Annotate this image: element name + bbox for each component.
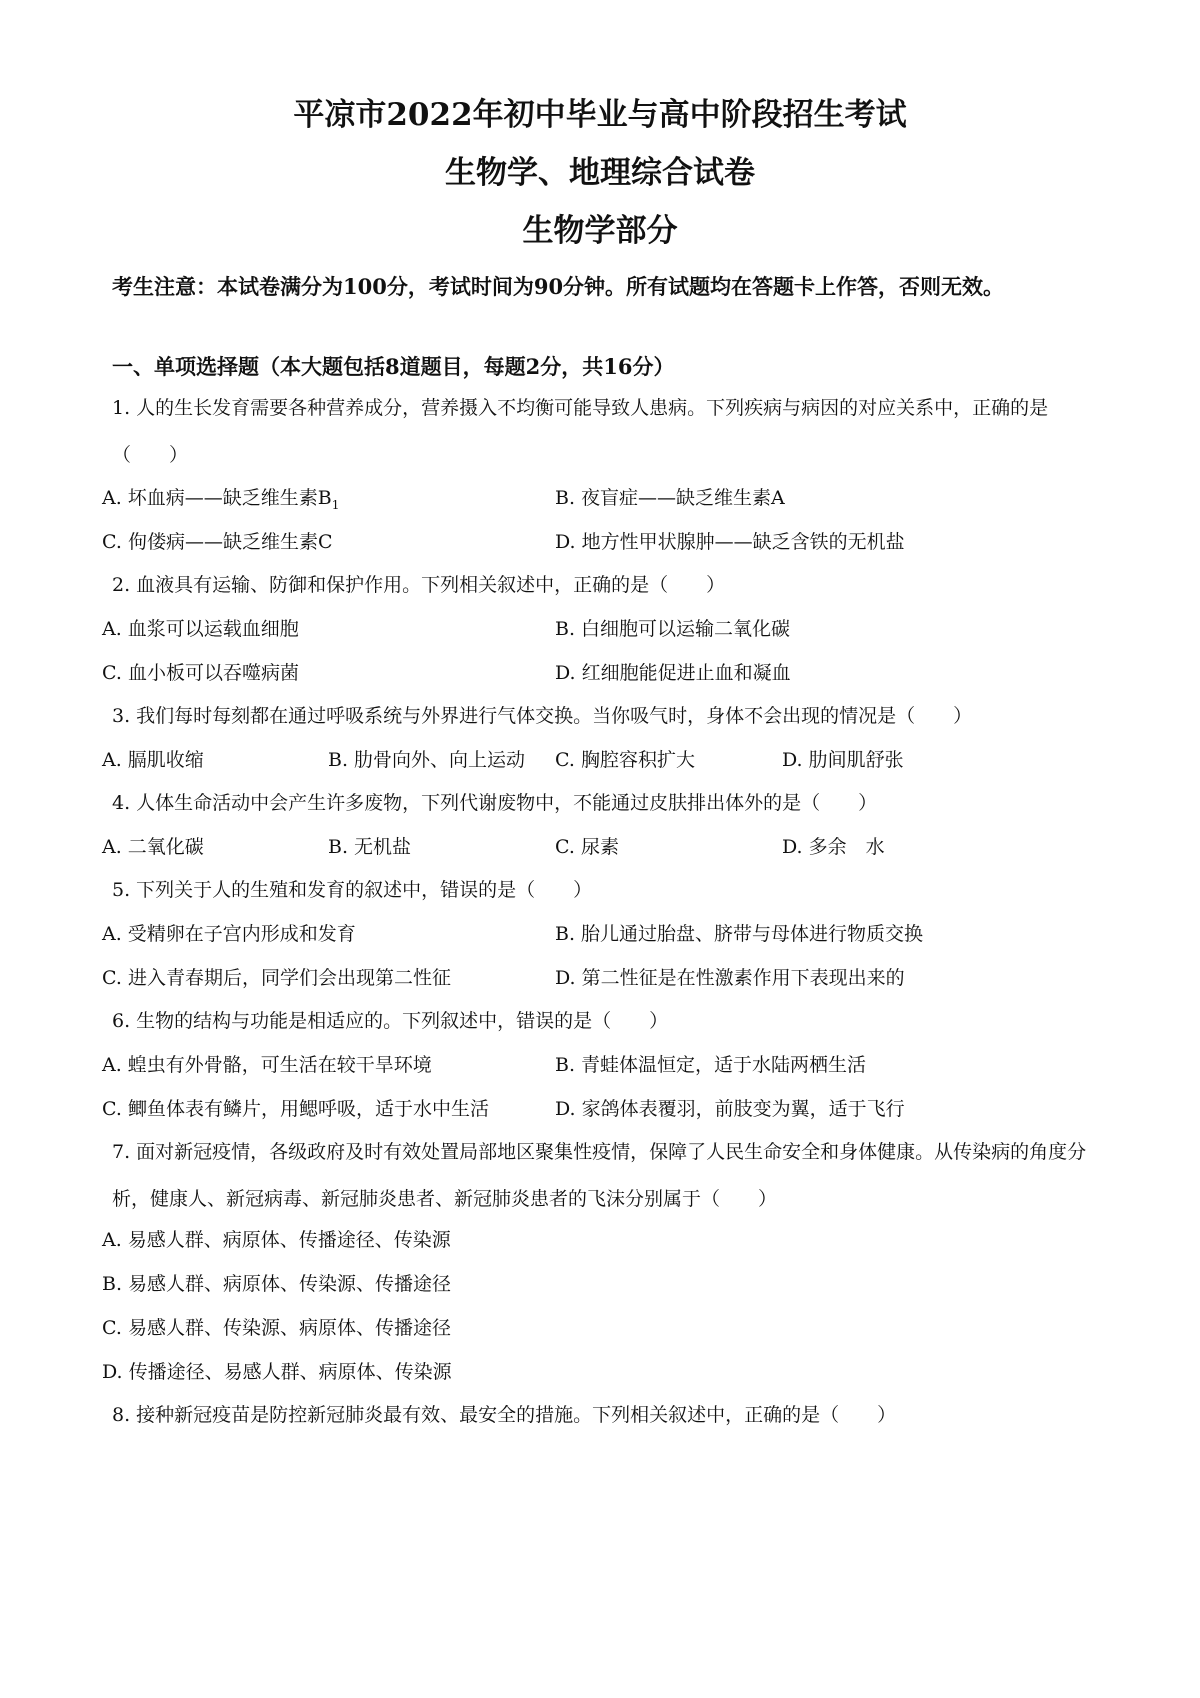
question-5-stem: 5. 下列关于人的生殖和发育的叙述中，错误的是（ ） bbox=[112, 879, 593, 901]
question-5-option-b: B. 胎儿通过胎盘、脐带与母体进行物质交换 bbox=[555, 923, 924, 945]
question-5-option-a: A. 受精卵在子宫内形成和发育 bbox=[102, 923, 356, 945]
exam-notice: 考生注意：本试卷满分为100分，考试时间为90分钟。所有试题均在答题卡上作答，否则无效。 bbox=[112, 274, 1005, 299]
question-6-option-d: D. 家鸽体表覆羽，前肢变为翼，适于飞行 bbox=[555, 1098, 905, 1120]
question-2-option-c: C. 血小板可以吞噬病菌 bbox=[102, 662, 299, 684]
exam-title: 平凉市2022年初中毕业与高中阶段招生考试 bbox=[293, 97, 907, 133]
question-7-option-c: C. 易感人群、传染源、病原体、传播途径 bbox=[102, 1317, 451, 1339]
question-2-option-d: D. 红细胞能促进止血和凝血 bbox=[555, 662, 791, 684]
question-3-option-c: C. 胸腔容积扩大 bbox=[555, 749, 695, 771]
question-4-option-b: B. 无机盐 bbox=[328, 836, 412, 858]
question-1-stem: 1. 人的生长发育需要各种营养成分，营养摄入不均衡可能导致人患病。下列疾病与病因的对应关系中，正确的是（ ） bbox=[112, 397, 1049, 466]
question-2-option-b: B. 白细胞可以运输二氧化碳 bbox=[555, 618, 791, 640]
part-title: 生物学部分 bbox=[522, 213, 678, 249]
question-5-option-d: D. 第二性征是在性激素作用下表现出来的 bbox=[555, 967, 905, 989]
question-4-option-d: D. 多余 水 bbox=[782, 836, 885, 858]
question-3-option-d: D. 肋间肌舒张 bbox=[782, 749, 904, 771]
question-3-stem: 3. 我们每时每刻都在通过呼吸系统与外界进行气体交换。当你吸气时，身体不会出现的情况是（ ） bbox=[112, 705, 973, 727]
section-heading: 一、单项选择题（本大题包括8道题目，每题2分，共16分） bbox=[112, 354, 675, 379]
question-6-stem: 6. 生物的结构与功能是相适应的。下列叙述中，错误的是（ ） bbox=[112, 1010, 669, 1032]
question-2-option-a: A. 血浆可以运载血细胞 bbox=[102, 618, 299, 640]
question-4-option-a: A. 二氧化碳 bbox=[102, 836, 204, 858]
question-4-option-c: C. 尿素 bbox=[555, 836, 619, 858]
question-1-option-d: D. 地方性甲状腺肿——缺乏含铁的无机盐 bbox=[555, 531, 905, 553]
question-4-stem: 4. 人体生命活动中会产生许多废物，下列代谢废物中，不能通过皮肤排出体外的是（ ） bbox=[112, 792, 878, 814]
question-1-option-c: C. 佝偻病——缺乏维生素C bbox=[102, 531, 333, 553]
question-5-option-c: C. 进入青春期后，同学们会出现第二性征 bbox=[102, 967, 451, 989]
question-3-option-b: B. 肋骨向外、向上运动 bbox=[328, 749, 526, 771]
question-1-option-b: B. 夜盲症——缺乏维生素A bbox=[555, 487, 785, 509]
question-7-option-b: B. 易感人群、病原体、传染源、传播途径 bbox=[102, 1273, 452, 1295]
question-2-stem: 2. 血液具有运输、防御和保护作用。下列相关叙述中，正确的是（ ） bbox=[112, 574, 726, 596]
question-6-option-b: B. 青蛙体温恒定，适于水陆两栖生活 bbox=[555, 1054, 867, 1076]
question-8-stem: 8. 接种新冠疫苗是防控新冠肺炎最有效、最安全的措施。下列相关叙述中，正确的是（ ） bbox=[112, 1404, 897, 1426]
paper-title: 生物学、地理综合试卷 bbox=[445, 155, 755, 191]
question-1-option-a: A. 坏血病——缺乏维生素$B_1$ bbox=[102, 487, 340, 512]
question-7-option-a: A. 易感人群、病原体、传播途径、传染源 bbox=[102, 1229, 451, 1251]
question-3-option-a: A. 膈肌收缩 bbox=[102, 749, 204, 771]
question-7-option-d: D. 传播途径、易感人群、病原体、传染源 bbox=[102, 1361, 452, 1383]
question-6-option-a: A. 蝗虫有外骨骼，可生活在较干旱环境 bbox=[102, 1054, 432, 1076]
question-7-stem: 7. 面对新冠疫情，各级政府及时有效处置局部地区聚集性疫情，保障了人民生命安全和身体健康。从传染病的角度分析，健康人、新冠病毒、新冠肺炎患者、新冠肺炎患者的飞沫分别属于（ ） bbox=[112, 1141, 1087, 1210]
question-6-option-c: C. 鲫鱼体表有鳞片，用鳃呼吸，适于水中生活 bbox=[102, 1098, 489, 1120]
